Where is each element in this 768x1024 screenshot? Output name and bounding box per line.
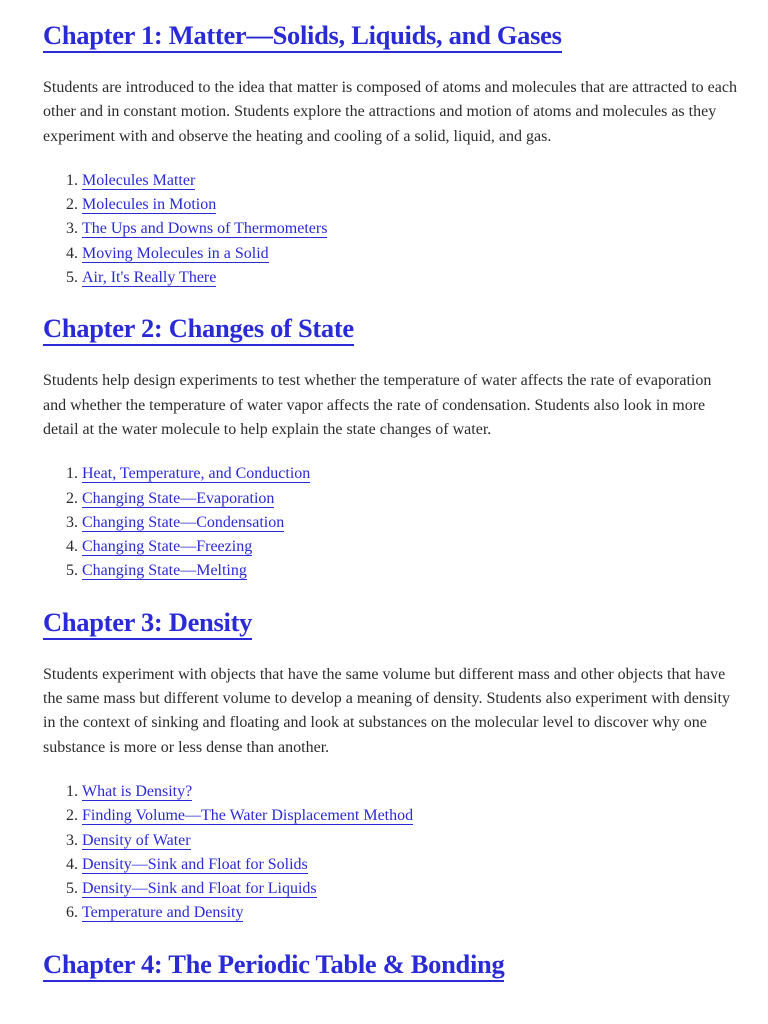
chapter-1-title	[43, 18, 738, 52]
lesson-link[interactable]: Moving Molecules in a Solid	[82, 244, 269, 262]
lesson-item	[82, 266, 738, 290]
lesson-item	[82, 462, 738, 486]
chapter-2-title-link[interactable]: Chapter 2: Changes of State	[43, 313, 354, 346]
chapter-4-title	[43, 947, 738, 981]
lesson-item	[82, 829, 738, 853]
chapter-3-lesson-list	[43, 780, 738, 926]
lesson-link[interactable]: Molecules Matter	[82, 171, 196, 189]
lesson-link[interactable]: Changing State—Melting	[82, 562, 247, 580]
lesson-item	[82, 901, 738, 925]
chapter-1	[43, 18, 738, 290]
chapter-2-lesson-list	[43, 462, 738, 583]
lesson-link[interactable]: Temperature and Density	[82, 904, 244, 922]
lesson-link[interactable]: Heat, Temperature, and Conduction	[82, 465, 311, 483]
chapter-2-description: Students help design experiments to test whether the temperature of water affects the rate of evaporation and whether the temperature of water vapor affects the rate of condensation. Students also look in more detail at the water molecule to help explain the state changes of water.	[43, 372, 712, 438]
lesson-link[interactable]: Changing State—Condensation	[82, 513, 285, 531]
lesson-link[interactable]: What is Density?	[82, 782, 193, 800]
lesson-link[interactable]: Air, It's Really There	[82, 269, 217, 287]
lesson-link[interactable]: Changing State—Freezing	[82, 538, 253, 556]
chapter-1-title-link[interactable]: Chapter 1: Matter—Solids, Liquids, and Gases	[43, 20, 562, 53]
chapter-1-description: Students are introduced to the idea that matter is composed of atoms and molecules that are attracted to each other and in constant motion. Students explore the attractions and motion of atoms and molecules as they experiment with and observe the heating and cooling of a solid, liquid, and gas.	[43, 79, 737, 145]
lesson-link[interactable]: Changing State—Evaporation	[82, 489, 275, 507]
lesson-item	[82, 169, 738, 193]
lesson-item	[82, 780, 738, 804]
lesson-item	[82, 487, 738, 511]
chapter-3-description: Students experiment with objects that have the same volume but different mass and other objects that have the same mass but different volume to develop a meaning of density. Students also experiment with density in the context of sinking and floating and look at substances on the molecular level to discover why one substance is more or less dense than another.	[43, 665, 730, 756]
chapter-3-title-link[interactable]: Chapter 3: Density	[43, 607, 252, 640]
lesson-item	[82, 853, 738, 877]
lesson-link[interactable]: Density—Sink and Float for Solids	[82, 855, 308, 873]
lesson-item	[82, 193, 738, 217]
chapter-2-title	[43, 311, 738, 345]
lesson-item	[82, 511, 738, 535]
lesson-link[interactable]: Molecules in Motion	[82, 196, 217, 214]
lesson-item	[82, 242, 738, 266]
lesson-item	[82, 217, 738, 241]
chapter-3-title	[43, 605, 738, 639]
chapter-1-lesson-list	[43, 169, 738, 290]
lesson-link[interactable]: Density of Water	[82, 831, 191, 849]
chapter-4-title-link[interactable]: Chapter 4: The Periodic Table & Bonding	[43, 949, 504, 982]
lesson-link[interactable]: The Ups and Downs of Thermometers	[82, 220, 328, 238]
lesson-item	[82, 535, 738, 559]
lesson-link[interactable]: Density—Sink and Float for Liquids	[82, 880, 317, 898]
lesson-link[interactable]: Finding Volume—The Water Displacement Method	[82, 807, 414, 825]
lesson-item	[82, 804, 738, 828]
lesson-item	[82, 559, 738, 583]
chapter-4	[43, 947, 738, 981]
chapter-2	[43, 311, 738, 583]
lesson-item	[82, 877, 738, 901]
chapter-3	[43, 605, 738, 926]
